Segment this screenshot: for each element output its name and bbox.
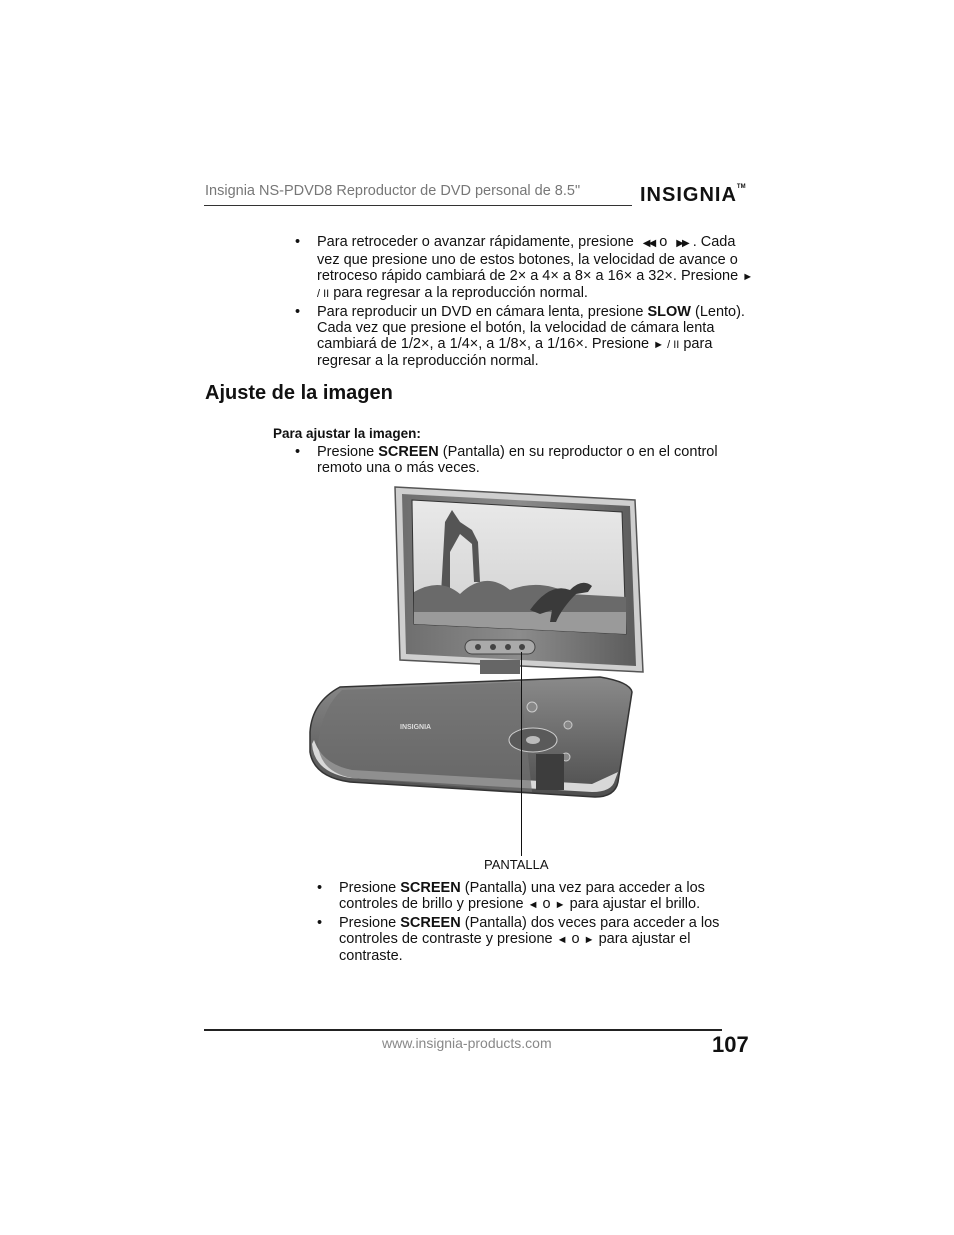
bullet-text: para ajustar el contraste. [339, 931, 691, 964]
play-pause-icon: ► / II [653, 339, 680, 351]
bullet-text: (Lento). Cada vez que presione el botón, la velocidad de cámara lenta cambiará de 1/2×, a 1/4×, a 1/8×, a 1/16×. Presione [317, 304, 745, 352]
running-header: Insignia NS-PDVD8 Reproductor de DVD personal de 8.5" [205, 183, 581, 199]
bullet-contrast [317, 915, 757, 964]
logo-text: INSIGNIA [640, 184, 737, 206]
fast-forward-icon: ▶▶ [676, 238, 688, 249]
screen-button-label: SCREEN [400, 880, 461, 896]
screen-adjust-bullet-list [317, 880, 757, 966]
bullet-text: (Pantalla) una vez para acceder a los controles de brillo y presione [339, 880, 705, 912]
bullet-text: Para retroceder o avanzar rápidamente, presione [317, 234, 634, 250]
screen-button-label: SCREEN [378, 444, 439, 460]
playback-bullet-list [295, 234, 755, 371]
bullet-text: Para reproducir un DVD en cámara lenta, presione [317, 304, 644, 320]
bullet-text: para regresar a la reproducción normal. [333, 285, 588, 301]
bullet-text: o [542, 896, 551, 912]
bullet-text: o [571, 931, 580, 947]
bullet-text: (Pantalla) en su reproductor o en el control remoto una o más veces. [317, 444, 718, 476]
right-arrow-icon: ► [554, 899, 566, 911]
left-arrow-icon: ◄ [556, 934, 568, 946]
right-arrow-icon: ► [583, 934, 595, 946]
bullet-fast-forward [295, 234, 755, 302]
bullet-screen-step [295, 444, 755, 476]
bullet-brightness [317, 880, 757, 913]
dvd-player-illustration [300, 482, 645, 802]
bullet-text: Presione [339, 880, 397, 896]
rewind-icon: ◀◀ [642, 238, 655, 249]
section-heading: Ajuste de la imagen [205, 382, 393, 404]
bullet-text: Presione [339, 915, 397, 931]
bullet-text: Presione [317, 444, 375, 460]
page-number: 107 [712, 1032, 749, 1057]
play-pause-icon: ► / II [317, 271, 754, 300]
bullet-dot: • [295, 444, 301, 460]
bullet-text: para regresar a la reproducción normal. [317, 336, 713, 369]
bullet-dot: • [317, 915, 323, 931]
disc-lid [318, 682, 532, 792]
logo-trademark: TM [736, 184, 746, 190]
bullet-dot: • [317, 880, 323, 896]
bullet-text: o [659, 234, 668, 250]
header-rule [204, 205, 632, 206]
procedure-heading: Para ajustar la imagen: [273, 426, 421, 441]
footer-rule [204, 1029, 722, 1031]
bullet-slow-motion [295, 304, 755, 369]
slow-button-label: SLOW [647, 304, 691, 320]
insignia-logo [640, 184, 746, 207]
bullet-dot: • [295, 234, 301, 250]
callout-line [521, 652, 522, 856]
screen-button-label: SCREEN [400, 915, 461, 931]
footer-url: www.insignia-products.com [382, 1035, 552, 1051]
procedure-step-list [295, 444, 755, 478]
callout-label-pantalla: PANTALLA [484, 857, 549, 872]
bullet-text: para ajustar el brillo. [569, 896, 701, 912]
bullet-dot: • [295, 304, 301, 320]
hinge [480, 660, 520, 674]
device-logo: INSIGNIA [400, 724, 432, 731]
bullet-text: (Pantalla) dos veces para acceder a los controles de contraste y presione [339, 915, 720, 947]
left-arrow-icon: ◄ [527, 899, 539, 911]
side-panel [536, 754, 564, 790]
bullet-text: . Cada vez que presione uno de estos botones, la velocidad de avance o retroceso rápido cambiará de 2× a 4× a 8× a 16× a 32×. Presione [317, 234, 739, 284]
